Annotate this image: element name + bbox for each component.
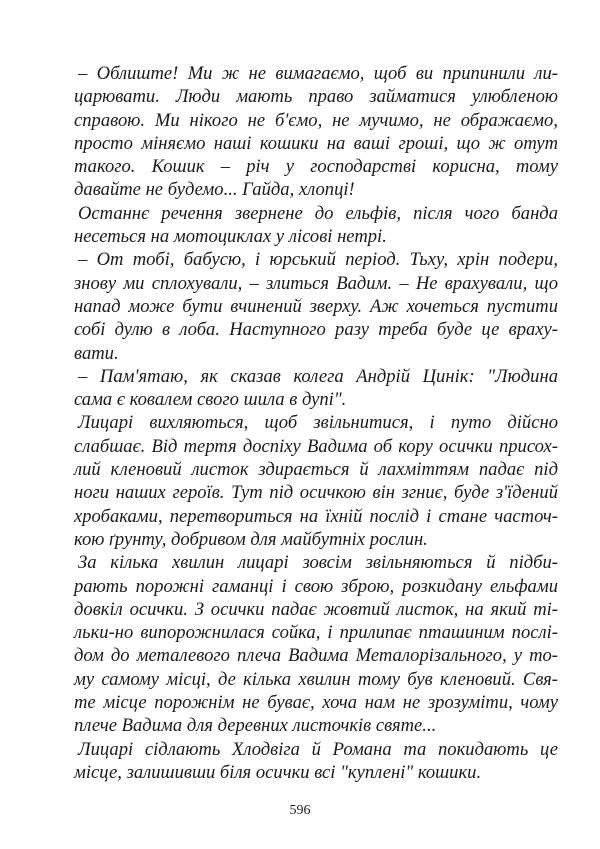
text-line: сама є ковалем свого шила в дупі". xyxy=(74,389,347,411)
text-line: Лицарі сідлають Хлодвіга й Романа та покидають це xyxy=(78,738,558,760)
text-line: напад може бути вчинений зверху. Аж хочеться пустити xyxy=(74,295,558,317)
text-line: Лицарі вихляються, щоб звільнитися, і путо дійсно xyxy=(78,412,558,434)
text-line: ноги наших героїв. Тут під осичкою він згниє, буде з'їдений xyxy=(74,482,558,504)
text-line: місце, залишивши біля осички всі "куплені" кошики. xyxy=(74,761,482,783)
text-line: такого. Кошик – річ у господарстві корисна, тому xyxy=(74,156,558,178)
text-line: За кілька хвилин лицарі зовсім звільняються й підби- xyxy=(78,552,558,574)
text-line: му самому місці, де кілька хвилин тому був кленовий. Свя- xyxy=(74,668,558,690)
text-line: рають порожні гаманці і свою зброю, розкидану ельфами xyxy=(74,575,558,597)
text-line: слабшає. Від тертя доспіху Вадима об кору осички присох- xyxy=(74,435,558,457)
text-line: – Пам'ятаю, як сказав колега Андрій Цинік: "Людина xyxy=(78,365,558,387)
text-line: просто міняємо наші кошики на ваші гроші, що ж отут xyxy=(74,132,558,154)
text-line: плече Вадима для деревних листочків святе... xyxy=(74,715,437,737)
text-line: знову ми сплохували, – злиться Вадим. – Не врахували, що xyxy=(74,272,558,294)
body-text xyxy=(74,62,558,784)
text-line: те місце порожнім не буває, хоча нам не зрозуміти, чому xyxy=(74,692,558,714)
text-line: дом до металевого плеча Вадима Металорізального, у то- xyxy=(74,645,558,667)
text-line: хробаками, перетвориться на їхній послід і стане часточ- xyxy=(74,505,558,527)
text-line: царювати. Люди мають право займатися улюбленою xyxy=(74,86,558,108)
text-line: справою. Ми нікого не б'ємо, не мучимо, не ображаємо, xyxy=(74,109,558,131)
text-line: Останнє речення звернене до ельфів, після чого банда xyxy=(78,202,558,224)
text-line: лий кленовий листок здирається й лахміттям падає під xyxy=(74,459,558,481)
text-line: льки-но випорожнилася сойка, і прилипає пташиним послі- xyxy=(74,622,558,644)
text-line: – Облиште! Ми ж не вимагаємо, щоб ви припинили ли- xyxy=(78,63,558,84)
text-line: давайте не будемо... Гайда, хлопці! xyxy=(74,179,355,201)
text-line: вати. xyxy=(74,342,119,364)
text-line: кою ґрунту, добривом для майбутніх рослин. xyxy=(74,528,428,550)
page-number: 596 xyxy=(289,803,311,818)
text-line: несеться на мотоциклах у лісові нетрі. xyxy=(74,226,387,248)
text-line: собі дулю в лоба. Наступного разу треба буде це враху- xyxy=(74,319,558,341)
text-line: довкіл осички. З осички падає жовтий листок, на який ті- xyxy=(74,598,558,620)
text-line: – От тобі, бабусю, і юрський період. Тьху, хрін подери, xyxy=(78,249,558,271)
